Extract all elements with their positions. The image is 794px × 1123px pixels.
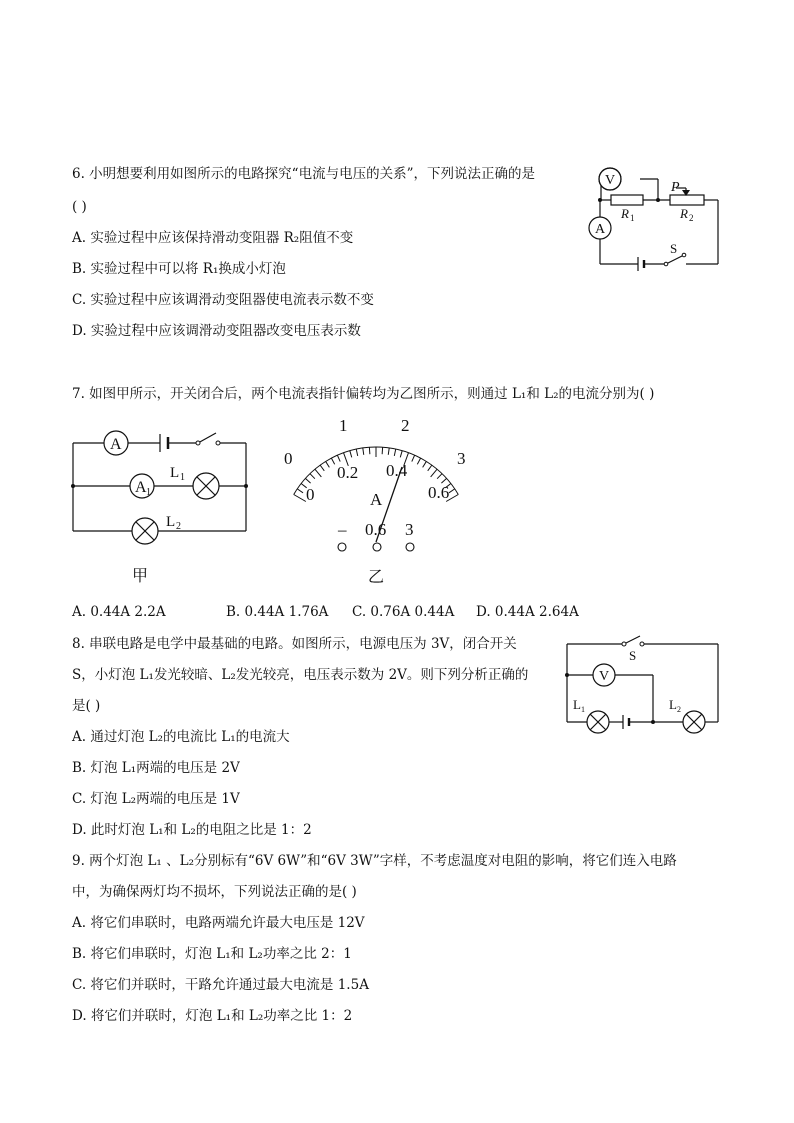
dial-tick <box>400 451 402 458</box>
q6-option-b: B. 实验过程中可以将 R₁换成小灯泡 <box>72 261 286 277</box>
q8-stem-line-1: 8. 串联电路是电学中最基础的电路。如图所示，电源电压为 3V，闭合开关 <box>72 636 517 652</box>
q6-r1-label: R <box>621 206 629 221</box>
dial-tick <box>428 465 432 471</box>
q7-terminal-3 <box>406 543 414 551</box>
q8-voltmeter-label: V <box>599 669 610 684</box>
dial-tick <box>363 448 364 455</box>
q7-option-d: D. 0.44A 2.64A <box>476 604 579 620</box>
q8-option-a: A. 通过灯泡 L₂的电流比 L₁的电流大 <box>72 729 290 745</box>
q6-circuit-diagram <box>580 160 730 275</box>
q7-ammeter-a-label: A <box>110 436 122 453</box>
q9-stem-line-2: 中，为确保两灯均不损坏，下列说法正确的是( ) <box>72 884 357 900</box>
q7-dial-top-3: 3 <box>457 449 466 468</box>
dial-tick <box>305 478 310 483</box>
q7-lamp-l1-label: L <box>170 465 180 481</box>
dial-tick <box>315 469 321 477</box>
q7-ammeter-a1-label: A <box>135 479 147 496</box>
q7-ammeter-a1-subscript: 1 <box>146 487 151 498</box>
q7-dial-bottom-0-2: 0.2 <box>337 463 359 482</box>
dial-tick <box>394 449 395 456</box>
q7-figure-yi-ammeter-dial <box>276 412 476 587</box>
q7-terminal-0-6 <box>373 543 381 551</box>
q6-slider-label: P <box>671 180 680 195</box>
dial-tick <box>449 489 455 493</box>
q6-option-c: C. 实验过程中应该调滑动变阻器使电流表示数不变 <box>72 292 374 308</box>
q7-dial-unit: A <box>370 490 383 509</box>
dial-tick <box>412 455 415 461</box>
q7-dial-top-1: 1 <box>339 416 348 435</box>
q8-circuit-diagram <box>560 632 725 742</box>
q6-option-a: A. 实验过程中应该保持滑动变阻器 R₂阻值不变 <box>72 230 354 246</box>
q9-option-a: A. 将它们串联时，电路两端允许最大电压是 12V <box>72 915 365 931</box>
q7-terminal-minus <box>338 543 346 551</box>
q7-terminal-0-6-label: 0.6 <box>365 520 387 539</box>
q7-lamp-l1-subscript: 1 <box>180 472 185 483</box>
q7-dial-bottom-0-6: 0.6 <box>428 483 450 502</box>
q6-stem-line-1: 6. 小明想要利用如图所示的电路探究“电流与电压的关系”，下列说法正确的是 <box>72 166 535 182</box>
dial-tick <box>423 461 427 467</box>
dial-tick <box>294 495 306 502</box>
q8-option-d: D. 此时灯泡 L₁和 L₂的电阻之比是 1：2 <box>72 822 312 838</box>
q9-option-d: D. 将它们并联时，灯泡 L₁和 L₂功率之比 1：2 <box>72 1008 353 1024</box>
dial-tick <box>437 474 442 479</box>
dial-tick <box>337 455 340 461</box>
q6-ammeter-label: A <box>595 222 606 237</box>
q7-terminal-minus-label: – <box>338 520 347 539</box>
q9-stem-line-1: 9. 两个灯泡 L₁ 、L₂分别标有“6V 6W”和“6V 3W”字样，不考虑温度对电阻的影响，将它们连入电路 <box>72 853 677 869</box>
dial-tick <box>331 458 334 464</box>
q6-r2-label: R <box>680 206 688 221</box>
dial-tick <box>297 489 303 493</box>
q7-figure-jia-circuit <box>66 425 256 585</box>
dial-tick <box>350 451 352 458</box>
dial-tick <box>320 465 324 471</box>
q7-figure-yi-caption: 乙 <box>368 569 385 586</box>
q8-stem-line-3: 是( ) <box>72 698 101 714</box>
q6-r2-subscript: 2 <box>689 213 694 223</box>
q6-stem-line-2: ( ) <box>72 199 87 215</box>
q8-lamp-l2-label: L <box>669 697 677 712</box>
q9-option-c: C. 将它们并联时，干路允许通过最大电流是 1.5A <box>72 977 369 993</box>
q7-dial-top-2: 2 <box>401 416 410 435</box>
dial-tick <box>326 461 330 467</box>
q7-dial-bottom-0: 0 <box>306 485 315 504</box>
q8-lamp-l1-subscript: 1 <box>581 705 585 714</box>
q7-option-c: C. 0.76A 0.44A <box>352 604 455 620</box>
q6-r1-subscript: 1 <box>630 213 635 223</box>
q7-terminal-3-label: 3 <box>405 520 414 539</box>
q8-lamp-l2-subscript: 2 <box>677 705 681 714</box>
q8-switch-label: S <box>629 648 637 663</box>
dial-tick <box>310 474 315 479</box>
q7-dial-bottom-0-4: 0.4 <box>386 461 408 480</box>
q7-lamp-l2-label: L <box>166 514 176 530</box>
q6-voltmeter-label: V <box>605 173 616 188</box>
q7-lamp-l2-subscript: 2 <box>176 521 181 532</box>
q8-stem-line-2: S，小灯泡 L₁发光较暗、L₂发光较亮，电压表示数为 2V。则下列分析正确的 <box>72 667 529 683</box>
q7-option-b: B. 0.44A 1.76A <box>226 604 329 620</box>
dial-tick <box>431 469 437 477</box>
q8-option-b: B. 灯泡 L₁两端的电压是 2V <box>72 760 240 776</box>
q7-option-a: A. 0.44A 2.2A <box>72 604 166 620</box>
q6-switch-label: S <box>670 241 678 256</box>
q6-option-d: D. 实验过程中应该调滑动变阻器改变电压表示数 <box>72 323 361 339</box>
q8-option-c: C. 灯泡 L₂两端的电压是 1V <box>72 791 240 807</box>
q7-dial-top-0: 0 <box>284 449 293 468</box>
q7-stem: 7. 如图甲所示，开关闭合后，两个电流表指针偏转均为乙图所示，则通过 L₁和 L₂的电流分别为( ) <box>72 386 655 402</box>
q7-figure-jia-caption: 甲 <box>132 568 149 585</box>
q8-lamp-l1-label: L <box>573 697 581 712</box>
dial-tick <box>356 449 357 456</box>
q9-option-b: B. 将它们串联时，灯泡 L₁和 L₂功率之比 2：1 <box>72 946 352 962</box>
dial-tick <box>388 448 389 455</box>
dial-tick <box>417 458 420 464</box>
